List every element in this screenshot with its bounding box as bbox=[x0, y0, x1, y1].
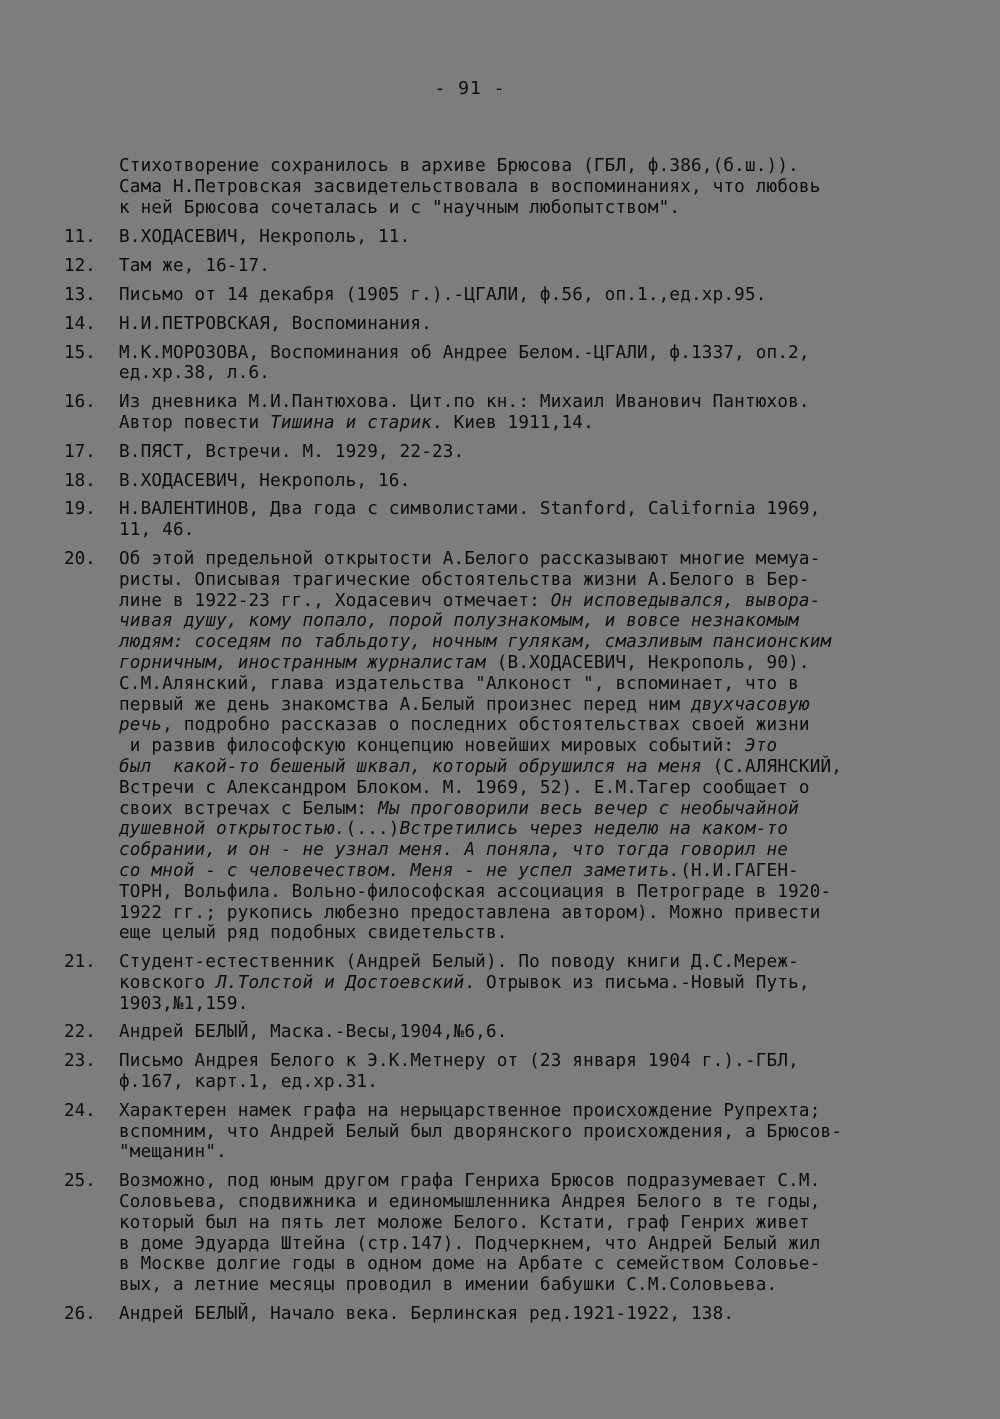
endnote-line bbox=[119, 392, 944, 413]
endnote bbox=[64, 499, 944, 541]
endnote-number: 13. bbox=[64, 284, 96, 305]
text-run: Письмо Андрея Белого к Э.К.Метнеру от (23 января 1904 г.).-ГБЛ, bbox=[119, 1051, 799, 1072]
text-run: Студент-естественник (Андрей Белый). По поводу книги Д.С.Мереж- bbox=[119, 952, 799, 973]
endnote-text bbox=[119, 285, 944, 306]
endnote-line bbox=[119, 611, 944, 632]
endnote-number: 16. bbox=[64, 392, 96, 413]
italic-title-text: Это bbox=[744, 736, 778, 757]
endnote-text bbox=[119, 471, 944, 492]
endnote-text bbox=[119, 1022, 944, 1043]
endnote-line bbox=[119, 1254, 944, 1275]
endnote-line bbox=[119, 674, 944, 695]
text-run: . Отрывок из письма.-Новый Путь, bbox=[464, 972, 810, 993]
text-run: 11, 46. bbox=[119, 520, 195, 541]
italic-title-text: со мной - с человечеством. Меня - не успел заметить. bbox=[119, 860, 681, 881]
endnote bbox=[64, 1051, 944, 1093]
text-run: который был на пять лет моложе Белого. Кстати, граф Генрих живет bbox=[119, 1212, 810, 1233]
endnote bbox=[64, 1022, 944, 1043]
text-run: ф.167, карт.1, ед.хр.31. bbox=[119, 1072, 379, 1093]
italic-title-text: чивая душу, кому попало, порой полузнакомым, и вовсе незнакомым bbox=[119, 611, 799, 632]
text-run: В.ХОДАСЕВИЧ, Некрополь, 16. bbox=[119, 470, 411, 491]
italic-title-text: речь bbox=[119, 715, 163, 736]
endnote-line bbox=[119, 903, 944, 924]
endnote-text bbox=[119, 1304, 944, 1325]
endnote bbox=[64, 392, 944, 434]
endnote-line bbox=[119, 736, 944, 757]
endnote-text bbox=[119, 227, 944, 248]
endnote-line bbox=[119, 1122, 944, 1143]
endnote-text bbox=[119, 1101, 944, 1163]
text-run: Характерен намек графа на нерыцарственное происхождение Рупрехта; bbox=[119, 1100, 821, 1121]
endnote-line bbox=[119, 1234, 944, 1255]
endnote-line bbox=[119, 314, 944, 335]
endnote bbox=[64, 1101, 944, 1163]
italic-title-text: Он исповедывался, вывора- bbox=[550, 590, 821, 611]
text-run: Там же, 16-17. bbox=[119, 256, 271, 277]
intro-line: к ней Брюсова сочеталась и с "научным любопытством". bbox=[119, 197, 681, 218]
text-run: 1922 гг.; рукопись любезно предоставлена автором). Можно привести bbox=[119, 902, 821, 923]
text-run: Автор повести bbox=[119, 412, 271, 433]
text-run: ТОРН, Вольфила. Вольно-философская ассоциация в Петрограде в 1920- bbox=[119, 881, 832, 902]
text-run: Андрей БЕЛЫЙ, Маска.-Весы,1904,№6,6. bbox=[119, 1022, 508, 1043]
text-run: ковского bbox=[119, 972, 217, 993]
text-run: лине в 1922-23 гг., Ходасевич отмечает: bbox=[119, 590, 551, 611]
endnote-line bbox=[119, 1213, 944, 1234]
text-run: Н.И.ПЕТРОВСКАЯ, Воспоминания. bbox=[119, 313, 432, 334]
endnote bbox=[64, 442, 944, 463]
text-run: С.М.Алянский, глава издательства "Алконост ", вспоминает, что в bbox=[119, 673, 799, 694]
endnote-text bbox=[119, 343, 944, 385]
text-run: "мещанин". bbox=[119, 1142, 227, 1163]
text-run: М.К.МОРОЗОВА, Воспоминания об Андрее Белом.-ЦГАЛИ, ф.1337, оп.2, bbox=[119, 342, 810, 363]
text-run: первый же день знакомства А.Белый произнес перед ним bbox=[119, 694, 691, 715]
intro-line: Сама Н.Петровская засвидетельствовала в воспоминаниях, что любовь bbox=[119, 176, 821, 197]
endnote-line bbox=[119, 520, 944, 541]
endnote-line bbox=[119, 227, 944, 248]
endnote-number: 18. bbox=[64, 470, 96, 491]
endnote-line bbox=[119, 285, 944, 306]
endnote-number: 14. bbox=[64, 313, 96, 334]
endnote-number: 11. bbox=[64, 227, 96, 248]
endnote-number: 17. bbox=[64, 441, 96, 462]
endnote-line bbox=[119, 1192, 944, 1213]
endnote-line bbox=[119, 778, 944, 799]
endnote-line bbox=[119, 632, 944, 653]
endnote-line bbox=[119, 1072, 944, 1093]
endnote-line bbox=[119, 757, 944, 778]
endnote-line bbox=[119, 923, 944, 944]
text-run: Встречи с Александром Блоком. М. 1969, 52). Е.М.Тагер сообщает о bbox=[119, 777, 810, 798]
text-run: , подробно рассказав о последних обстоятельствах своей жизни bbox=[162, 715, 810, 736]
endnote-line bbox=[119, 1142, 944, 1163]
endnote-line bbox=[119, 570, 944, 591]
endnote-line bbox=[119, 1275, 944, 1296]
endnote-line bbox=[119, 363, 944, 384]
endnote bbox=[64, 343, 944, 385]
endnote bbox=[64, 952, 944, 1014]
text-run: Из дневника М.И.Пантюхова. Цит.по кн.: Михаил Иванович Пантюхов. bbox=[119, 392, 810, 413]
endnote bbox=[64, 1304, 944, 1325]
text-run: в доме Эдуарда Штейна (стр.147). Подчеркнем, что Андрей Белый жил bbox=[119, 1233, 821, 1254]
text-run: Андрей БЕЛЫЙ, Начало века. Берлинская ред.1921-1922, 138. bbox=[119, 1304, 735, 1325]
endnote-text bbox=[119, 392, 944, 434]
text-run: вых, а летние месяцы проводил в имении бабушки С.М.Соловьева. bbox=[119, 1275, 778, 1296]
italic-title-text: двухчасовую bbox=[691, 694, 810, 715]
endnote-text bbox=[119, 1051, 944, 1093]
endnote bbox=[64, 256, 944, 277]
endnote-line bbox=[119, 799, 944, 820]
italic-title-text: Л.Толстой и Достоевский bbox=[216, 972, 465, 993]
endnote-line bbox=[119, 973, 944, 994]
endnote-line bbox=[119, 471, 944, 492]
endnote bbox=[64, 227, 944, 248]
endnote-number: 20. bbox=[64, 548, 96, 569]
text-run: Соловьева, сподвижника и единомышленника Андрея Белого в те годы, bbox=[119, 1192, 821, 1213]
endnote-text bbox=[119, 1171, 944, 1296]
endnote-number: 12. bbox=[64, 256, 96, 277]
endnote-line bbox=[119, 343, 944, 364]
text-run: ед.хр.38, л.6. bbox=[119, 363, 271, 384]
endnote-number: 21. bbox=[64, 952, 96, 973]
text-run: вспомним, что Андрей Белый был дворянского происхождения, а Брюсов- bbox=[119, 1121, 843, 1142]
text-run: В.ПЯСТ, Встречи. М. 1929, 22-23. bbox=[119, 441, 465, 462]
text-run: (...) bbox=[345, 819, 400, 840]
page-number: - 91 - bbox=[434, 78, 506, 99]
endnote-text bbox=[119, 314, 944, 335]
text-run: Возможно, под юным другом графа Генриха Брюсов подразумевает С.М. bbox=[119, 1171, 821, 1192]
italic-title-text: был какой-то бешеный шквал, который обрушился на меня bbox=[119, 756, 702, 777]
endnote-number: 15. bbox=[64, 342, 96, 363]
endnote-line bbox=[119, 442, 944, 463]
text-run: (Н.И.ГАГЕН- bbox=[680, 860, 799, 881]
endnote bbox=[64, 285, 944, 306]
endnote bbox=[64, 314, 944, 335]
text-run: еще целый ряд подобных свидетельств. bbox=[119, 923, 508, 944]
italic-title-text: горничным, иностранным журналистам bbox=[119, 652, 486, 673]
endnote-number: 19. bbox=[64, 499, 96, 520]
endnote bbox=[64, 1171, 944, 1296]
endnote-line bbox=[119, 1304, 944, 1325]
text-run: Письмо от 14 декабря (1905 г.).-ЦГАЛИ, ф.56, оп.1.,ед.хр.95. bbox=[119, 284, 767, 305]
endnotes-list bbox=[64, 156, 944, 1333]
endnote-line bbox=[119, 591, 944, 612]
endnote-line bbox=[119, 994, 944, 1015]
endnote-line bbox=[119, 413, 944, 434]
endnote bbox=[64, 549, 944, 944]
endnote-line bbox=[119, 695, 944, 716]
endnote-line bbox=[119, 653, 944, 674]
intro-line: Стихотворение сохранилось в архиве Брюсова (ГБЛ, ф.386,(б.ш.)). bbox=[119, 156, 799, 176]
endnote-line bbox=[119, 840, 944, 861]
notes-container bbox=[64, 227, 944, 1324]
endnote-text bbox=[119, 499, 944, 541]
intro-paragraph bbox=[64, 156, 944, 218]
italic-title-text: собрании, и он - не узнал меня. А поняла, что тогда говорил не bbox=[119, 840, 789, 861]
italic-title-text: Встретились через неделю на каком-то bbox=[399, 819, 789, 840]
endnote-line bbox=[119, 256, 944, 277]
endnote-line bbox=[119, 861, 944, 882]
endnote-line bbox=[119, 1022, 944, 1043]
endnote-number: 23. bbox=[64, 1051, 96, 1072]
endnote-text bbox=[119, 256, 944, 277]
endnote-line bbox=[119, 882, 944, 903]
endnote-line bbox=[119, 1171, 944, 1192]
endnote-text bbox=[119, 442, 944, 463]
text-run: в Москве долгие годы в одном доме на Арбате с семейством Соловье- bbox=[119, 1254, 821, 1275]
italic-title-text: людям: соседям по табльдоту, ночным гулякам, смазливым пансионским bbox=[119, 632, 832, 653]
endnote-number: 22. bbox=[64, 1022, 96, 1043]
endnote-number: 25. bbox=[64, 1171, 96, 1192]
text-run: своих встречах с Белым: bbox=[119, 798, 379, 819]
endnote-text bbox=[119, 952, 944, 1014]
text-run: и развив философскую концепцию новейших мировых событий: bbox=[119, 736, 745, 757]
text-run: (В.ХОДАСЕВИЧ, Некрополь, 90). bbox=[485, 652, 810, 673]
text-run: Н.ВАЛЕНТИНОВ, Два года с символистами. Stanford, California 1969, bbox=[119, 499, 821, 520]
text-run: 1903,№1,159. bbox=[119, 993, 249, 1014]
endnote-number: 24. bbox=[64, 1100, 96, 1121]
endnote-text bbox=[119, 549, 944, 944]
endnote-line bbox=[119, 549, 944, 570]
text-run: Об этой предельной открытости А.Белого рассказывают многие мемуа- bbox=[119, 548, 821, 569]
italic-title-text: Мы проговорили весь вечер с необычайной bbox=[378, 798, 799, 819]
text-run: ристы. Описывая трагические обстоятельства жизни А.Белого в Бер- bbox=[119, 569, 810, 590]
endnote-line bbox=[119, 819, 944, 840]
endnote-line bbox=[119, 952, 944, 973]
text-run: (С.АЛЯНСКИЙ, bbox=[701, 756, 843, 777]
text-run: В.ХОДАСЕВИЧ, Некрополь, 11. bbox=[119, 227, 411, 248]
endnote-line bbox=[119, 715, 944, 736]
endnote-line bbox=[119, 1051, 944, 1072]
text-run: . Киев 1911,14. bbox=[431, 412, 594, 433]
italic-title-text: Тишина и старик bbox=[270, 412, 432, 433]
endnote-line bbox=[119, 499, 944, 520]
endnote-line bbox=[119, 1101, 944, 1122]
endnote-number: 26. bbox=[64, 1304, 96, 1325]
endnote bbox=[64, 471, 944, 492]
italic-title-text: душевной открытостью. bbox=[119, 819, 346, 840]
